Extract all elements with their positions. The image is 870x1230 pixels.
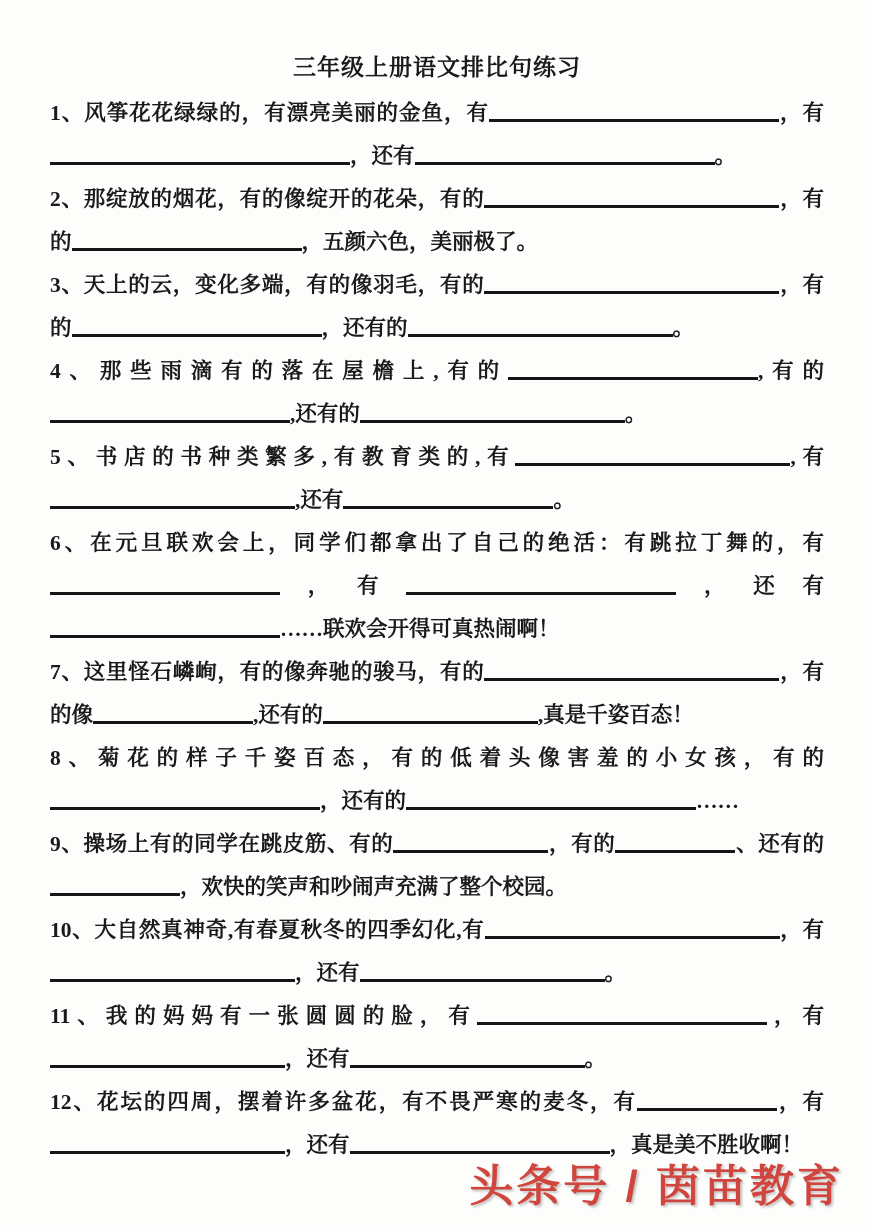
- fill-in-blank-line: [508, 377, 758, 380]
- exercise-list: [50, 92, 824, 1167]
- fill-in-blank-line: [50, 592, 280, 595]
- fill-in-blank-line: [615, 850, 735, 853]
- fill-in-blank-line: [415, 162, 715, 165]
- fill-in-blank-line: [515, 463, 790, 466]
- fill-in-blank-line: [360, 420, 625, 423]
- exercise-item: 10、大自然真神奇,有春夏秋冬的四季幻化,有 ，有，还有 。: [50, 918, 824, 985]
- fill-in-blank-line: [323, 721, 538, 724]
- fill-in-blank-line: [72, 334, 322, 337]
- fill-in-blank-line: [50, 420, 290, 423]
- fill-in-blank-line: [343, 506, 553, 509]
- fill-in-blank-line: [50, 893, 180, 896]
- exercise-item: 2、那绽放的烟花，有的像绽开的花朵，有的 ，有的 ，五颜六色，美丽极了。: [50, 187, 824, 254]
- fill-in-blank-line: [484, 678, 779, 681]
- fill-in-blank-line: [489, 119, 779, 122]
- exercise-item: 1、风筝花花绿绿的，有漂亮美丽的金鱼，有 ，有，还有 。: [50, 101, 824, 168]
- fill-in-blank-line: [485, 936, 780, 939]
- exercise-item: 8、菊花的样子千姿百态，有的低着头像害羞的小女孩，有的，还有的 ……: [50, 746, 824, 813]
- fill-in-blank-line: [50, 635, 280, 638]
- exercise-item: 5、书店的书种类繁多,有教育类的,有 ,有,还有 。: [50, 445, 824, 512]
- publisher-watermark: 头条号 / 茵苗教育: [469, 1162, 844, 1211]
- exercise-item: 7、这里怪石嶙峋，有的像奔驰的骏马，有的 ，有的像 ,还有的 ,真是千姿百态！: [50, 660, 824, 727]
- fill-in-blank-line: [484, 291, 779, 294]
- fill-in-blank-line: [50, 807, 320, 810]
- exercise-item: 6、在元旦联欢会上，同学们都拿出了自己的绝活：有跳拉丁舞的，有，有 ，还有……联欢会开得可真热闹啊！: [50, 531, 824, 641]
- fill-in-blank-line: [50, 506, 295, 509]
- page-title: 三年级上册语文排比句练习: [293, 55, 581, 80]
- fill-in-blank-line: [50, 1065, 285, 1068]
- fill-in-blank-line: [350, 1065, 585, 1068]
- fill-in-blank-line: [72, 248, 302, 251]
- exercise-item: 11、我的妈妈有一张圆圆的脸，有 ，有，还有 。: [50, 1004, 824, 1071]
- fill-in-blank-line: [50, 1151, 285, 1154]
- exercise-item: 12、花坛的四周，摆着许多盆花，有不畏严寒的麦冬，有 ，有，还有 ，真是美不胜收啊！: [50, 1090, 824, 1157]
- fill-in-blank-line: [406, 807, 696, 810]
- fill-in-blank-line: [408, 334, 673, 337]
- worksheet-page: [50, 46, 824, 1167]
- exercise-item: 3、天上的云，变化多端，有的像羽毛，有的 ，有的 ，还有的 。: [50, 273, 824, 340]
- fill-in-blank-line: [393, 850, 548, 853]
- fill-in-blank-line: [50, 979, 295, 982]
- exercise-item: 4、那些雨滴有的落在屋檐上,有的 ,有的,还有的 。: [50, 359, 824, 426]
- fill-in-blank-line: [93, 721, 253, 724]
- fill-in-blank-line: [637, 1108, 777, 1111]
- fill-in-blank-line: [477, 1022, 767, 1025]
- fill-in-blank-line: [406, 592, 676, 595]
- fill-in-blank-line: [484, 205, 779, 208]
- fill-in-blank-line: [50, 162, 350, 165]
- exercise-item: 9、操场上有的同学在跳皮筋、有的 ，有的 、还有的，欢快的笑声和吵闹声充满了整个校园。: [50, 832, 824, 899]
- fill-in-blank-line: [360, 979, 605, 982]
